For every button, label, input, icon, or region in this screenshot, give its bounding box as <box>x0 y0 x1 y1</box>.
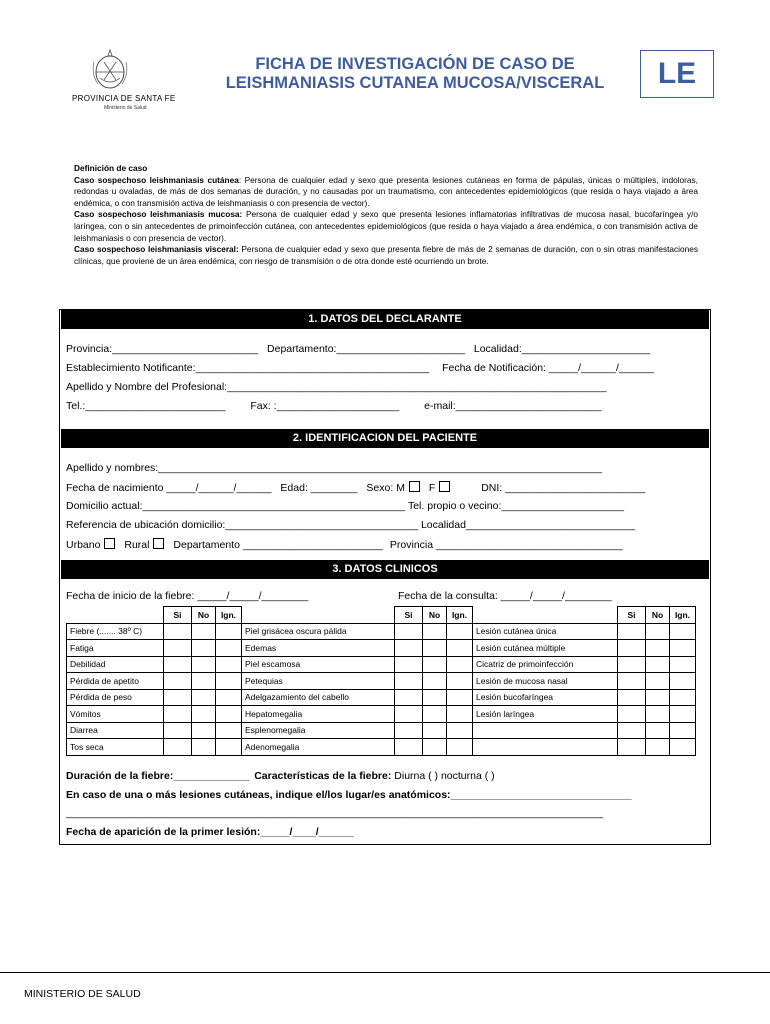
departamento-field[interactable]: Departamento:______________________ <box>267 343 465 355</box>
ign-checkbox-cell[interactable] <box>670 689 696 706</box>
ign-checkbox-cell[interactable] <box>216 722 242 739</box>
visceral-label: Caso sospechoso leishmaniasis visceral: <box>74 244 239 255</box>
ign-checkbox-cell[interactable] <box>670 722 696 739</box>
paciente-row-2 <box>66 481 645 494</box>
sexo-label: Sexo: M <box>366 482 405 494</box>
lesiones-label: En caso de una o más lesiones cutáneas, indique el/los lugar/es anatómicos <box>66 789 448 801</box>
column-header-si: Si <box>164 607 192 624</box>
si-checkbox-cell[interactable] <box>618 673 646 690</box>
no-checkbox-cell[interactable] <box>423 623 447 640</box>
si-checkbox-cell[interactable] <box>164 739 192 756</box>
si-checkbox-cell[interactable] <box>395 673 423 690</box>
symptom-label: Vómitos <box>67 706 164 723</box>
si-checkbox-cell[interactable] <box>164 706 192 723</box>
ign-checkbox-cell[interactable] <box>670 623 696 640</box>
si-checkbox-cell[interactable] <box>164 722 192 739</box>
symptom-label <box>473 722 618 739</box>
table-row <box>67 689 696 706</box>
column-header-ign: Ign. <box>670 607 696 624</box>
tel-propio-field[interactable]: Tel. propio o vecino:_____________________ <box>407 500 624 512</box>
no-checkbox-cell[interactable] <box>646 739 670 756</box>
symptom-label: Pérdida de peso <box>67 689 164 706</box>
no-checkbox-cell[interactable] <box>646 706 670 723</box>
no-checkbox-cell[interactable] <box>423 673 447 690</box>
symptom-label: Cicatriz de primoinfección <box>473 656 618 673</box>
ign-checkbox-cell[interactable] <box>447 706 473 723</box>
province-logo <box>72 48 182 118</box>
ign-checkbox-cell[interactable] <box>447 739 473 756</box>
no-checkbox-cell[interactable] <box>423 640 447 657</box>
declarante-row-2 <box>66 362 654 374</box>
title-line-1: FICHA DE INVESTIGACIÓN DE CASO DE <box>255 55 575 73</box>
si-checkbox-cell[interactable] <box>395 739 423 756</box>
ign-checkbox-cell[interactable] <box>447 656 473 673</box>
paciente-row-4 <box>66 519 635 531</box>
no-checkbox-cell[interactable] <box>423 706 447 723</box>
symptom-label: Edemas <box>242 640 395 657</box>
no-checkbox-cell[interactable] <box>423 689 447 706</box>
no-checkbox-cell[interactable] <box>423 739 447 756</box>
column-header-no: No <box>423 607 447 624</box>
establecimiento-field[interactable]: Establecimiento Notificante:________________________________________ <box>66 362 430 374</box>
header-blank <box>242 607 395 624</box>
sexo-f-label: F <box>428 482 436 494</box>
fax-field[interactable]: Fax: :_____________________ <box>250 400 400 412</box>
ign-checkbox-cell[interactable] <box>447 689 473 706</box>
symptom-label: Lesión laríngea <box>473 706 618 723</box>
provincia-paciente-field[interactable]: Provincia ________________________________ <box>389 539 623 551</box>
ign-checkbox-cell[interactable] <box>447 623 473 640</box>
no-checkbox-cell[interactable] <box>192 722 216 739</box>
aparicion-row <box>66 826 354 838</box>
localidad-field[interactable]: Localidad:______________________ <box>473 343 651 355</box>
si-checkbox-cell[interactable] <box>395 689 423 706</box>
ign-checkbox-cell[interactable] <box>216 739 242 756</box>
header-blank <box>67 607 164 624</box>
symptom-label: Lesión bucofaríngea <box>473 689 618 706</box>
si-checkbox-cell[interactable] <box>164 689 192 706</box>
si-checkbox-cell[interactable] <box>618 656 646 673</box>
symptom-label: Fiebre (....... 38º C) <box>67 623 164 640</box>
no-checkbox-cell[interactable] <box>192 706 216 723</box>
si-checkbox-cell[interactable] <box>618 689 646 706</box>
no-checkbox-cell[interactable] <box>423 656 447 673</box>
coat-of-arms-icon <box>90 48 130 92</box>
no-checkbox-cell[interactable] <box>646 640 670 657</box>
dni-field[interactable]: DNI: ________________________ <box>481 482 646 494</box>
si-checkbox-cell[interactable] <box>618 739 646 756</box>
si-checkbox-cell[interactable] <box>395 623 423 640</box>
header-blank <box>473 607 618 624</box>
urbano-checkbox[interactable] <box>104 538 115 549</box>
urbano-label: Urbano <box>66 539 101 551</box>
ign-checkbox-cell[interactable] <box>216 689 242 706</box>
symptom-label: Piel escamosa <box>242 656 395 673</box>
ign-checkbox-cell[interactable] <box>216 656 242 673</box>
mucosa-text: Persona de cualquier edad y sexo que presenta lesiones inflamatorias infiltrativas de mucosa nasal, bucofaríngea y/o laríngea, con o sin antecedentes de primoinfección cutánea, con antecedentes epidemiológicos (que resida o haya viajado a área endémica, o con transmisión activa de leishmaniasis o con presencia de vector). <box>74 209 698 243</box>
cutanea-text: : Persona de cualquier edad y sexo que presenta lesiones cutáneas en forma de pápulas, únicas o múltiples, indoloras, redondas u ovaladas, de más de dos semanas de duración, y no causadas por un traumatismo, con antecedentes epidemiológicos (que resida o haya viajado a área endémica, o con transmisión activa de leishmaniasis o con presencia de vector). <box>74 174 698 208</box>
fiebre-row <box>66 770 495 782</box>
symptom-label: Esplenomegalia <box>242 722 395 739</box>
domicilio-field[interactable]: Domicilio actual:_____________________________________________ <box>66 500 406 512</box>
si-checkbox-cell[interactable] <box>164 623 192 640</box>
no-checkbox-cell[interactable] <box>646 656 670 673</box>
no-checkbox-cell[interactable] <box>646 673 670 690</box>
footer-ministry: MINISTERIO DE SALUD <box>24 988 141 1000</box>
logo-ministry-name: Ministerio de Salud <box>104 105 147 111</box>
lesiones-continuation-line[interactable]: ____________________________________________________________________________________________ <box>66 807 604 819</box>
no-checkbox-cell[interactable] <box>192 673 216 690</box>
si-checkbox-cell[interactable] <box>395 706 423 723</box>
footer-divider <box>0 972 770 973</box>
title-line-2: LEISHMANIASIS CUTANEA MUCOSA/VISCERAL <box>225 74 605 92</box>
ign-checkbox-cell[interactable] <box>216 706 242 723</box>
case-definitions <box>74 163 698 267</box>
visceral-text: Persona de cualquier edad y sexo que presenta fiebre de más de 2 semanas de duración, con o sin otras manifestaciones clínicas, que proviene de un área endémica, con riesgo de transmisión o de otra donde esté ocurriendo un brote. <box>74 244 698 266</box>
si-checkbox-cell[interactable] <box>395 640 423 657</box>
no-checkbox-cell[interactable] <box>192 689 216 706</box>
email-field[interactable]: e-mail:_________________________ <box>424 400 602 412</box>
sexo-f-checkbox[interactable] <box>439 481 450 492</box>
si-checkbox-cell[interactable] <box>164 656 192 673</box>
no-checkbox-cell[interactable] <box>192 739 216 756</box>
column-header-si: Si <box>618 607 646 624</box>
mucosa-label: Caso sospechoso leishmaniasis mucosa: <box>74 209 243 220</box>
table-row <box>67 706 696 723</box>
symptom-label <box>473 739 618 756</box>
fecha-notificacion-field[interactable]: Fecha de Notificación: _____/______/______ <box>442 362 654 374</box>
table-row <box>67 739 696 756</box>
fecha-nacimiento-field[interactable]: Fecha de nacimiento _____/______/______ <box>66 482 272 494</box>
si-checkbox-cell[interactable] <box>164 673 192 690</box>
column-header-ign: Ign. <box>216 607 242 624</box>
no-checkbox-cell[interactable] <box>192 656 216 673</box>
form-title <box>200 55 630 93</box>
si-checkbox-cell[interactable] <box>395 722 423 739</box>
ign-checkbox-cell[interactable] <box>670 640 696 657</box>
symptom-label: Adenomegalia <box>242 739 395 756</box>
ign-checkbox-cell[interactable] <box>670 673 696 690</box>
sexo-m-checkbox[interactable] <box>409 481 420 492</box>
table-row <box>67 722 696 739</box>
provincia-field[interactable]: Provincia:_________________________ <box>66 343 259 355</box>
clinical-table-header <box>67 607 696 624</box>
edad-field[interactable]: Edad: ________ <box>280 482 358 494</box>
definitions-heading: Definición de caso <box>74 163 148 173</box>
symptom-label: Lesión cutánea múltiple <box>473 640 618 657</box>
localidad-paciente-field[interactable]: Localidad_____________________________ <box>420 519 636 531</box>
column-header-no: No <box>192 607 216 624</box>
section-1-header: 1. DATOS DEL DECLARANTE <box>61 310 709 329</box>
column-header-no: No <box>646 607 670 624</box>
si-checkbox-cell[interactable] <box>164 640 192 657</box>
ign-checkbox-cell[interactable] <box>447 673 473 690</box>
fecha-fiebre-field[interactable]: Fecha de inicio de la fiebre: _____/_____/________ <box>66 590 309 602</box>
symptom-label: Lesión cutánea única <box>473 623 618 640</box>
si-checkbox-cell[interactable] <box>395 656 423 673</box>
no-checkbox-cell[interactable] <box>192 640 216 657</box>
paciente-row-5 <box>66 538 623 551</box>
clinical-table <box>66 606 696 756</box>
aparicion-field[interactable]: :_____/____/______ <box>256 826 354 838</box>
ign-checkbox-cell[interactable] <box>216 673 242 690</box>
si-checkbox-cell[interactable] <box>618 722 646 739</box>
no-checkbox-cell[interactable] <box>646 722 670 739</box>
column-header-ign: Ign. <box>447 607 473 624</box>
table-row <box>67 673 696 690</box>
referencia-field[interactable]: Referencia de ubicación domicilio:_________________________________ <box>66 519 419 531</box>
symptom-label: Piel grisácea oscura pálida <box>242 623 395 640</box>
rural-checkbox[interactable] <box>153 538 164 549</box>
caracteristicas-options[interactable]: Diurna ( ) nocturna ( ) <box>391 770 495 782</box>
si-checkbox-cell[interactable] <box>618 640 646 657</box>
section-2-header: 2. IDENTIFICACION DEL PACIENTE <box>61 429 709 448</box>
paciente-row-3 <box>66 500 624 512</box>
si-checkbox-cell[interactable] <box>618 706 646 723</box>
symptom-label: Pérdida de apetito <box>67 673 164 690</box>
ign-checkbox-cell[interactable] <box>670 656 696 673</box>
symptom-label: Hepatomegalia <box>242 706 395 723</box>
table-row <box>67 640 696 657</box>
profesional-field[interactable]: Apellido y Nombre del Profesional:_________________________________________________________________ <box>66 381 607 393</box>
aparicion-label: Fecha de aparición de la primer lesión <box>66 826 257 838</box>
lesiones-row <box>66 789 632 801</box>
column-header-si: Si <box>395 607 423 624</box>
duracion-label: Duración de la fiebre: <box>66 770 174 782</box>
symptom-label: Tos seca <box>67 739 164 756</box>
symptom-label: Debilidad <box>67 656 164 673</box>
apellido-nombres-field[interactable]: Apellido y nombres:____________________________________________________________________________ <box>66 462 603 474</box>
caracteristicas-label: Características de la fiebre: <box>254 770 392 782</box>
declarante-row-1 <box>66 343 650 355</box>
symptom-label: Diarrea <box>67 722 164 739</box>
ign-checkbox-cell[interactable] <box>216 640 242 657</box>
ign-checkbox-cell[interactable] <box>447 722 473 739</box>
logo-province-name: PROVINCIA DE SANTA FE <box>72 94 176 103</box>
tel-field[interactable]: Tel.:________________________ <box>66 400 226 412</box>
no-checkbox-cell[interactable] <box>423 722 447 739</box>
symptom-label: Lesión de mucosa nasal <box>473 673 618 690</box>
ign-checkbox-cell[interactable] <box>216 623 242 640</box>
symptom-label: Adelgazamiento del cabello <box>242 689 395 706</box>
section-3-header: 3. DATOS CLINICOS <box>61 560 709 579</box>
cutanea-label: Caso sospechoso leishmaniasis cutánea <box>74 174 239 185</box>
form-code-box <box>640 50 714 98</box>
ign-checkbox-cell[interactable] <box>447 640 473 657</box>
departamento-paciente-field[interactable]: Departamento ________________________ <box>173 539 383 551</box>
no-checkbox-cell[interactable] <box>646 623 670 640</box>
duracion-field[interactable]: _____________ <box>173 770 250 782</box>
declarante-row-4 <box>66 400 602 412</box>
fecha-consulta-field[interactable]: Fecha de la consulta: _____/_____/________ <box>398 590 612 602</box>
no-checkbox-cell[interactable] <box>646 689 670 706</box>
ign-checkbox-cell[interactable] <box>670 706 696 723</box>
table-row <box>67 623 696 640</box>
symptom-label: Fatiga <box>67 640 164 657</box>
si-checkbox-cell[interactable] <box>618 623 646 640</box>
table-row <box>67 656 696 673</box>
lesiones-field[interactable]: :_______________________________ <box>447 789 632 801</box>
symptom-label: Petequias <box>242 673 395 690</box>
form-code: LE <box>657 57 697 90</box>
rural-label: Rural <box>124 539 150 551</box>
ign-checkbox-cell[interactable] <box>670 739 696 756</box>
no-checkbox-cell[interactable] <box>192 623 216 640</box>
